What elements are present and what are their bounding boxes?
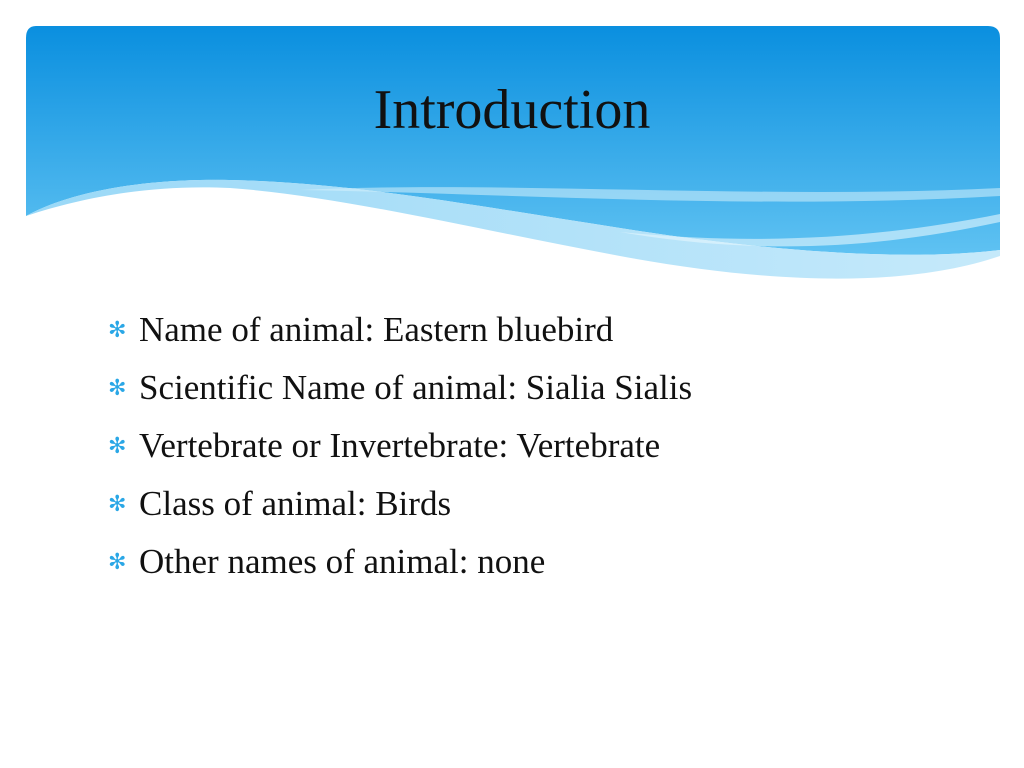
asterisk-bullet-icon: ✻ (108, 434, 127, 459)
list-item (108, 303, 692, 361)
slide-title: Introduction (373, 79, 651, 141)
bullet-text: Name of animal: Eastern bluebird (139, 310, 614, 349)
asterisk-bullet-icon: ✻ (108, 492, 127, 517)
list-item (108, 535, 692, 593)
header-wave-background (0, 0, 1024, 300)
bullet-text: Scientific Name of animal: Sialia Sialis (139, 368, 693, 407)
bullet-text: Class of animal: Birds (139, 484, 452, 523)
bullet-text: Other names of animal: none (139, 542, 546, 581)
list-item (108, 419, 692, 477)
asterisk-bullet-icon: ✻ (108, 376, 127, 401)
bullet-text: Vertebrate or Invertebrate: Vertebrate (139, 426, 661, 465)
asterisk-bullet-icon: ✻ (108, 318, 127, 343)
list-item (108, 361, 692, 419)
bullet-list (108, 303, 692, 593)
asterisk-bullet-icon: ✻ (108, 550, 127, 575)
list-item (108, 477, 692, 535)
